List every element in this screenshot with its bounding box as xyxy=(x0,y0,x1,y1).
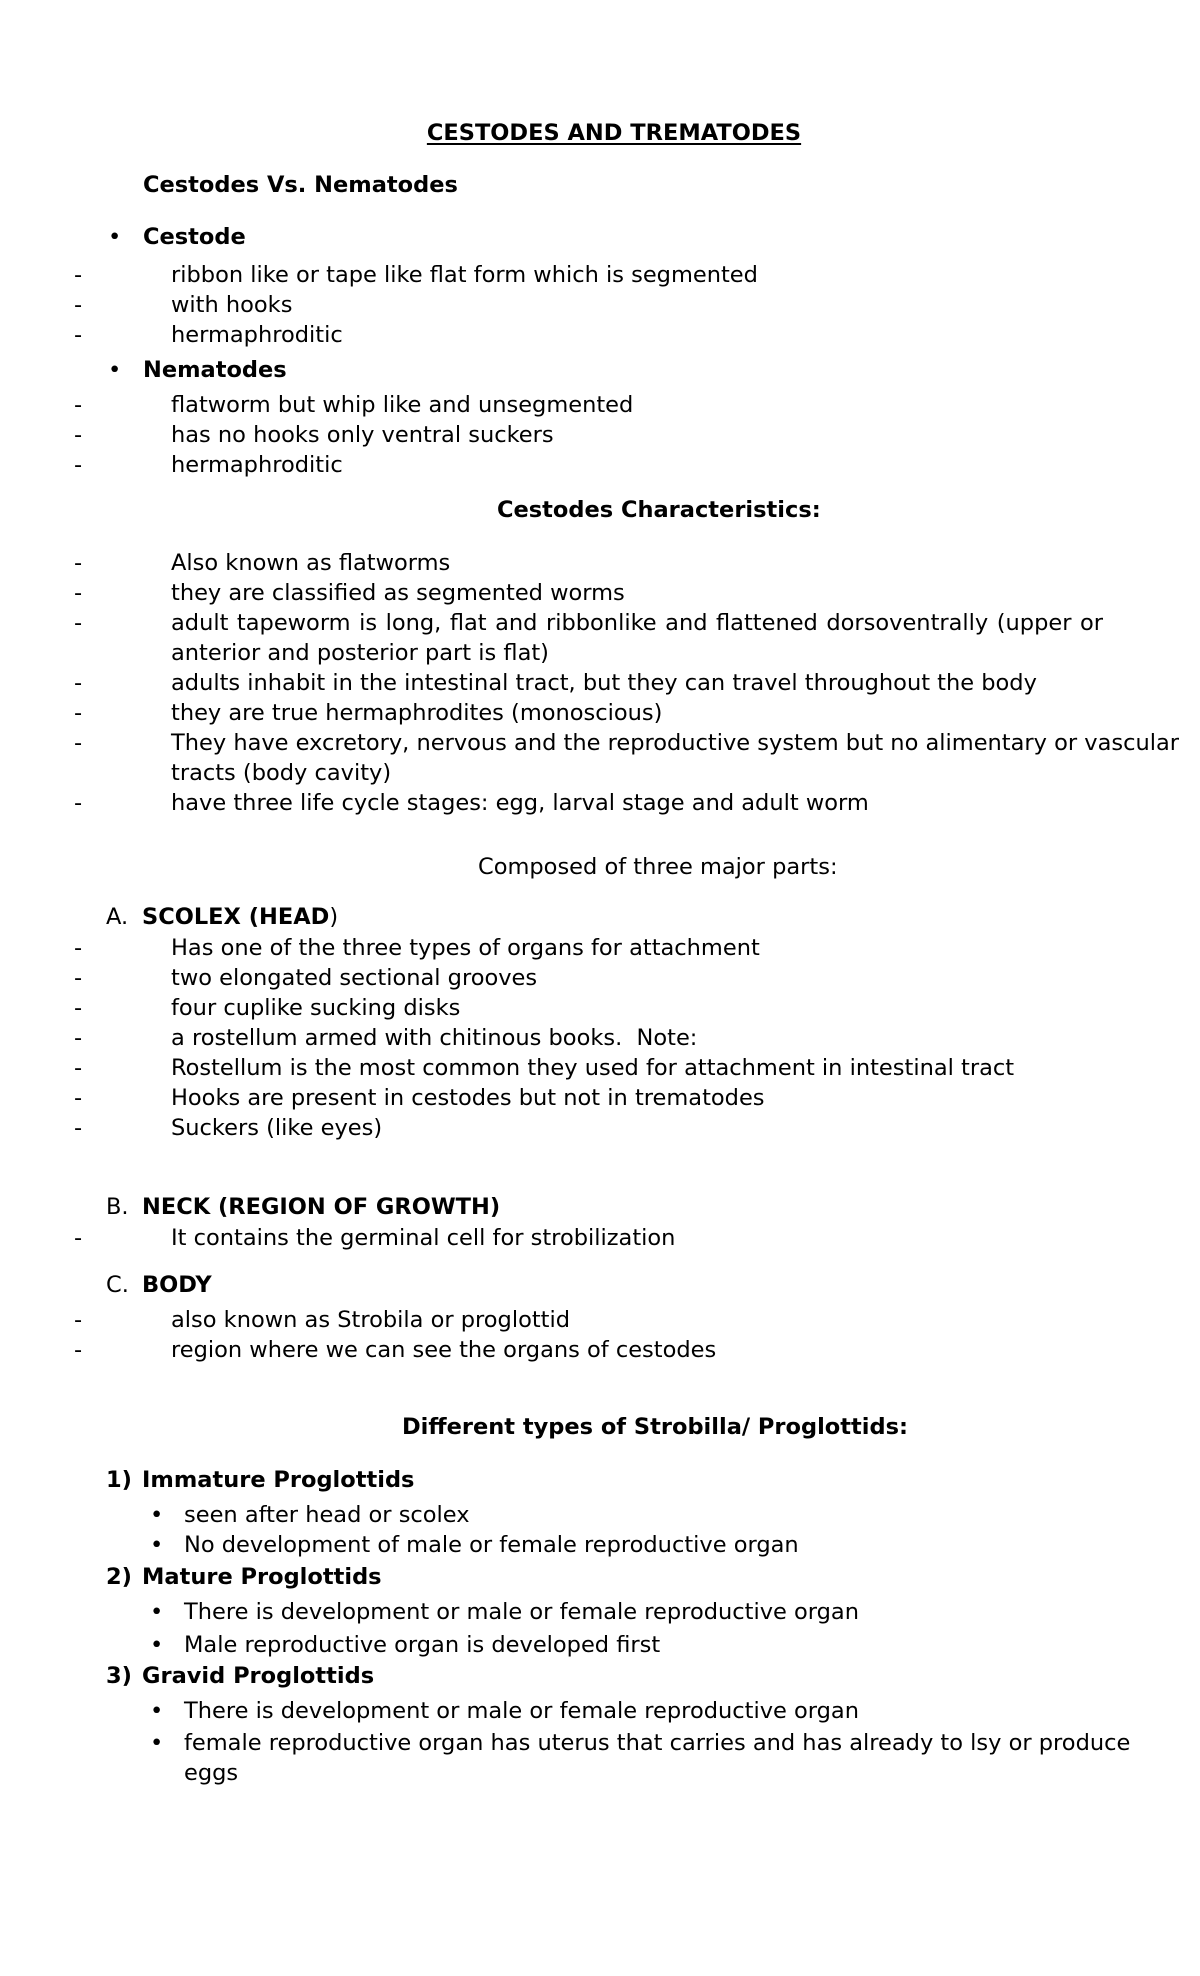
bullet-icon: • xyxy=(108,224,122,250)
list-item-text: with hooks xyxy=(171,292,293,318)
list-item-text: has no hooks only ventral suckers xyxy=(171,422,554,448)
list-item-text: There is development or male or female reproductive organ xyxy=(184,1599,859,1625)
list-item-text: seen after head or scolex xyxy=(184,1502,470,1528)
list-item-text: Suckers (like eyes) xyxy=(171,1115,383,1141)
bullet-icon: • xyxy=(150,1532,164,1558)
dash-marker: - xyxy=(74,610,83,636)
cestode-label: Cestode xyxy=(143,224,246,250)
document-title: CESTODES AND TREMATODES xyxy=(426,120,802,146)
list-item-text: They have excretory, nervous and the reproductive system but no alimentary or vascular xyxy=(171,730,1180,756)
bullet-icon: • xyxy=(108,357,122,383)
type-number: 3) xyxy=(106,1663,132,1689)
list-item-text: Rostellum is the most common they used for attachment in intestinal tract xyxy=(171,1055,1015,1081)
scolex-heading xyxy=(142,902,338,932)
scolex-label: SCOLEX (HEAD xyxy=(142,904,330,930)
characteristics-heading: Cestodes Characteristics: xyxy=(497,497,821,523)
list-item-text: have three life cycle stages: egg, larval stage and adult worm xyxy=(171,790,869,816)
bullet-icon: • xyxy=(150,1599,164,1625)
list-item-text: four cuplike sucking disks xyxy=(171,995,461,1021)
gravid-proglottids-label: Gravid Proglottids xyxy=(142,1663,375,1689)
list-item-text: It contains the germinal cell for strobilization xyxy=(171,1225,676,1251)
dash-marker: - xyxy=(74,965,83,991)
scolex-letter: A. xyxy=(106,904,129,930)
list-item-text: ribbon like or tape like flat form which is segmented xyxy=(171,262,758,288)
list-item-text: There is development or male or female reproductive organ xyxy=(184,1698,859,1724)
body-label: BODY xyxy=(142,1272,212,1298)
dash-marker: - xyxy=(74,262,83,288)
mature-proglottids-label: Mature Proglottids xyxy=(142,1564,382,1590)
body-letter: C. xyxy=(106,1272,129,1298)
dash-marker: - xyxy=(74,1085,83,1111)
list-item-text: adult tapeworm is long, flat and ribbonlike and flattened dorsoventrally (upper or xyxy=(171,610,1103,636)
neck-label: NECK (REGION OF GROWTH) xyxy=(142,1194,501,1220)
parts-heading: Composed of three major parts: xyxy=(478,854,838,880)
dash-marker: - xyxy=(74,995,83,1021)
list-item-text: also known as Strobila or proglottid xyxy=(171,1307,571,1333)
dash-marker: - xyxy=(74,580,83,606)
list-item-text: they are classified as segmented worms xyxy=(171,580,625,606)
dash-marker: - xyxy=(74,700,83,726)
proglottids-heading: Different types of Strobilla/ Proglottids: xyxy=(402,1414,908,1440)
type-number: 2) xyxy=(106,1564,132,1590)
bullet-icon: • xyxy=(150,1730,164,1756)
dash-marker: - xyxy=(74,422,83,448)
list-item-text: No development of male or female reproductive organ xyxy=(184,1532,799,1558)
dash-marker: - xyxy=(74,1115,83,1141)
dash-marker: - xyxy=(74,550,83,576)
list-item-text: adults inhabit in the intestinal tract, but they can travel throughout the body xyxy=(171,670,1037,696)
scolex-paren: ) xyxy=(329,904,339,930)
list-item-text: Male reproductive organ is developed first xyxy=(184,1632,661,1658)
dash-marker: - xyxy=(74,935,83,961)
bullet-icon: • xyxy=(150,1698,164,1724)
dash-marker: - xyxy=(74,1337,83,1363)
dash-marker: - xyxy=(74,322,83,348)
list-item-text: tracts (body cavity) xyxy=(171,760,392,786)
nematodes-label: Nematodes xyxy=(143,357,287,383)
dash-marker: - xyxy=(74,670,83,696)
dash-marker: - xyxy=(74,1055,83,1081)
list-item-text: they are true hermaphrodites (monoscious) xyxy=(171,700,663,726)
list-item-text: Also known as flatworms xyxy=(171,550,451,576)
comparison-heading: Cestodes Vs. Nematodes xyxy=(143,172,458,198)
list-item-text: hermaphroditic xyxy=(171,322,343,348)
list-item-text: anterior and posterior part is flat) xyxy=(171,640,549,666)
list-item-text: region where we can see the organs of cestodes xyxy=(171,1337,717,1363)
immature-proglottids-label: Immature Proglottids xyxy=(142,1467,415,1493)
type-number: 1) xyxy=(106,1467,132,1493)
list-item-text: female reproductive organ has uterus that carries and has already to lsy or produce xyxy=(184,1730,1131,1756)
list-item-text: Hooks are present in cestodes but not in trematodes xyxy=(171,1085,765,1111)
list-item-text: eggs xyxy=(184,1760,239,1786)
dash-marker: - xyxy=(74,292,83,318)
dash-marker: - xyxy=(74,1225,83,1251)
dash-marker: - xyxy=(74,730,83,756)
list-item-text: hermaphroditic xyxy=(171,452,343,478)
dash-marker: - xyxy=(74,392,83,418)
list-item-text: Has one of the three types of organs for attachment xyxy=(171,935,760,961)
dash-marker: - xyxy=(74,1307,83,1333)
list-item-text: a rostellum armed with chitinous books. Note: xyxy=(171,1025,698,1051)
neck-letter: B. xyxy=(106,1194,129,1220)
dash-marker: - xyxy=(74,452,83,478)
dash-marker: - xyxy=(74,790,83,816)
dash-marker: - xyxy=(74,1025,83,1051)
list-item-text: flatworm but whip like and unsegmented xyxy=(171,392,634,418)
bullet-icon: • xyxy=(150,1632,164,1658)
bullet-icon: • xyxy=(150,1502,164,1528)
list-item-text: two elongated sectional grooves xyxy=(171,965,538,991)
